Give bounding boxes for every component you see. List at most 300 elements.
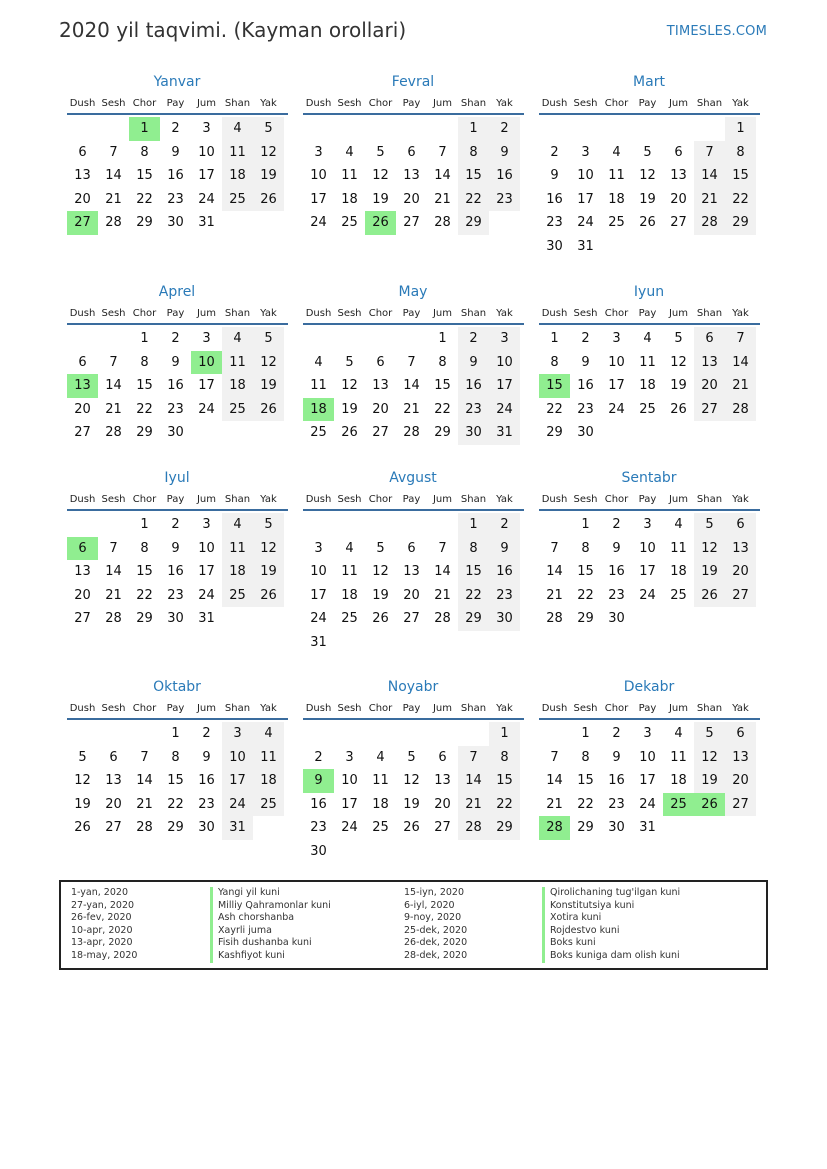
empty-cell — [365, 117, 396, 141]
day-cell: 26 — [253, 398, 284, 422]
day-cell: 2 — [458, 327, 489, 351]
empty-cell — [98, 117, 129, 141]
day-cell: 2 — [489, 513, 520, 537]
day-cell: 21 — [546, 587, 563, 603]
empty-cell — [539, 117, 570, 141]
day-cell: 8 — [458, 141, 489, 165]
day-cell: 24 — [489, 398, 520, 422]
weekday-label: Shan — [696, 703, 723, 714]
day-cell: 9 — [550, 168, 559, 184]
day-cell: 7 — [725, 327, 756, 351]
day-cell: 21 — [434, 191, 451, 207]
month-name: Sentabr — [621, 470, 677, 486]
day-cell: 30 — [489, 607, 520, 631]
legend-date: 27-yan, 2020 — [71, 899, 135, 911]
empty-cell — [396, 117, 427, 141]
empty-cell — [458, 722, 489, 746]
day-cell: 24 — [341, 820, 358, 836]
day-cell: 28 — [136, 820, 153, 836]
day-cell: 2 — [612, 726, 621, 741]
weekday-label: Pay — [402, 98, 421, 109]
day-cell: 1 — [140, 517, 149, 532]
day-cell: 4 — [253, 722, 284, 746]
weekday-label: Pay — [638, 308, 657, 319]
day-cell: 27 — [434, 820, 451, 836]
day-cell: 30 — [608, 820, 625, 836]
weekday-label: Pay — [166, 98, 185, 109]
day-cell: 9 — [612, 540, 621, 556]
day-cell: 7 — [140, 749, 149, 765]
day-cell: 31 — [577, 238, 594, 254]
day-cell: 22 — [546, 401, 563, 417]
day-cell: 9 — [171, 144, 180, 160]
day-cell: 1 — [458, 513, 489, 537]
site-link[interactable]: TIMESLES.COM — [666, 24, 767, 39]
day-cell: 28 — [694, 211, 725, 235]
day-cell: 25 — [372, 820, 389, 836]
weekday-header — [303, 97, 524, 115]
legend-date: 26-dek, 2020 — [404, 937, 468, 949]
weekday-label: Yak — [260, 494, 277, 505]
day-cell: 5 — [78, 749, 87, 765]
day-cell: 12 — [253, 141, 284, 165]
weekday-label: Yak — [496, 494, 513, 505]
day-cell: 1 — [581, 517, 590, 532]
weekday-label: Pay — [166, 308, 185, 319]
weekday-label: Dush — [541, 703, 568, 714]
holiday-day-cell: 10 — [191, 351, 222, 375]
day-cell: 7 — [109, 540, 118, 556]
day-cell: 12 — [670, 354, 687, 370]
day-cell: 16 — [310, 796, 327, 812]
day-cell: 8 — [438, 354, 447, 370]
day-cell: 14 — [403, 378, 420, 394]
day-cell: 8 — [140, 540, 149, 556]
day-cell: 2 — [581, 331, 590, 346]
weekday-label: Shan — [460, 494, 487, 505]
weekday-header — [67, 307, 288, 325]
day-cell: 13 — [694, 351, 725, 375]
weekday-label: Yak — [732, 494, 749, 505]
day-cell: 30 — [167, 215, 184, 231]
day-cell: 7 — [407, 354, 416, 370]
weekday-label: Chor — [132, 703, 157, 714]
empty-cell — [663, 117, 694, 141]
day-cell: 7 — [550, 540, 559, 556]
day-cell: 23 — [489, 584, 520, 608]
days-grid — [539, 513, 760, 631]
day-cell: 3 — [314, 540, 323, 556]
day-cell: 1 — [438, 331, 447, 346]
month-block — [302, 679, 524, 864]
day-cell: 23 — [489, 188, 520, 212]
weekday-label: Yak — [496, 98, 513, 109]
day-cell: 20 — [74, 587, 91, 603]
day-cell: 24 — [608, 401, 625, 417]
day-cell: 4 — [612, 144, 621, 160]
day-cell: 17 — [577, 191, 594, 207]
month-block — [302, 284, 524, 445]
legend-holiday-name: Kashfiyot kuni — [210, 950, 331, 963]
day-cell: 14 — [546, 564, 563, 580]
day-cell: 24 — [198, 401, 215, 417]
empty-cell — [365, 513, 396, 537]
day-cell: 27 — [725, 793, 756, 817]
day-cell: 5 — [694, 513, 725, 537]
day-cell: 30 — [577, 425, 594, 441]
empty-cell — [365, 327, 396, 351]
empty-cell — [396, 327, 427, 351]
day-cell: 25 — [670, 587, 687, 603]
day-cell: 22 — [577, 796, 594, 812]
day-cell: 22 — [577, 587, 594, 603]
day-cell: 26 — [403, 820, 420, 836]
day-cell: 15 — [136, 168, 153, 184]
day-cell: 19 — [253, 374, 284, 398]
day-cell: 23 — [458, 398, 489, 422]
day-cell: 31 — [198, 215, 215, 231]
day-cell: 19 — [639, 191, 656, 207]
day-cell: 8 — [581, 540, 590, 556]
day-cell: 14 — [725, 351, 756, 375]
day-cell: 5 — [376, 144, 385, 160]
legend-holiday-name: Yangi yil kuni — [210, 887, 331, 900]
weekday-label: Yak — [260, 308, 277, 319]
day-cell: 23 — [167, 401, 184, 417]
days-grid — [67, 117, 288, 235]
day-cell: 19 — [341, 401, 358, 417]
day-cell: 2 — [550, 144, 559, 160]
day-cell: 12 — [694, 746, 725, 770]
weekday-label: Pay — [638, 494, 657, 505]
month-name: Noyabr — [387, 679, 439, 695]
legend-holiday-name: Ash chorshanba — [210, 912, 331, 925]
weekday-label: Chor — [132, 98, 157, 109]
day-cell: 3 — [643, 517, 652, 532]
day-cell: 29 — [458, 211, 489, 235]
day-cell: 2 — [314, 749, 323, 765]
day-cell: 30 — [546, 238, 563, 254]
day-cell: 16 — [167, 378, 184, 394]
legend-dates-right — [404, 887, 467, 963]
holiday-day-cell: 13 — [67, 374, 98, 398]
legend-dates-left — [71, 887, 137, 963]
month-name: Oktabr — [153, 679, 201, 695]
day-cell: 29 — [577, 611, 594, 627]
day-cell: 21 — [403, 401, 420, 417]
day-cell: 30 — [608, 611, 625, 627]
days-grid — [303, 513, 524, 655]
month-block — [302, 470, 524, 655]
day-cell: 17 — [639, 773, 656, 789]
day-cell: 31 — [639, 820, 656, 836]
day-cell: 20 — [725, 560, 756, 584]
day-cell: 24 — [198, 587, 215, 603]
day-cell: 11 — [670, 749, 687, 765]
day-cell: 22 — [725, 188, 756, 212]
day-cell: 4 — [674, 517, 683, 532]
day-cell: 10 — [222, 746, 253, 770]
legend-holiday-name: Konstitutsiya kuni — [542, 900, 680, 913]
day-cell: 27 — [74, 425, 91, 441]
weekday-label: Chor — [604, 98, 629, 109]
day-cell: 27 — [372, 425, 389, 441]
legend-date: 28-dek, 2020 — [404, 949, 468, 961]
empty-cell — [67, 513, 98, 537]
day-cell: 8 — [725, 141, 756, 165]
weekday-label: Sesh — [337, 98, 362, 109]
holiday-day-cell: 28 — [539, 816, 570, 840]
day-cell: 10 — [341, 773, 358, 789]
day-cell: 4 — [222, 513, 253, 537]
day-cell: 3 — [489, 327, 520, 351]
day-cell: 26 — [372, 611, 389, 627]
day-cell: 5 — [253, 513, 284, 537]
weekday-label: Shan — [224, 308, 251, 319]
weekday-label: Sesh — [101, 494, 126, 505]
day-cell: 30 — [167, 611, 184, 627]
day-cell: 12 — [253, 351, 284, 375]
days-grid — [67, 327, 288, 445]
day-cell: 11 — [222, 537, 253, 561]
day-cell: 6 — [725, 722, 756, 746]
day-cell: 18 — [341, 587, 358, 603]
day-cell: 22 — [136, 401, 153, 417]
day-cell: 19 — [694, 560, 725, 584]
day-cell: 1 — [550, 331, 559, 346]
weekday-header — [67, 493, 288, 511]
days-grid — [67, 722, 288, 840]
legend-holiday-name: Qirolichaning tug'ilgan kuni — [542, 887, 680, 900]
day-cell: 15 — [434, 378, 451, 394]
days-grid — [303, 117, 524, 235]
empty-cell — [427, 513, 458, 537]
month-name: Yanvar — [153, 74, 201, 90]
day-cell: 22 — [458, 584, 489, 608]
weekday-header — [67, 702, 288, 720]
day-cell: 2 — [612, 517, 621, 532]
month-block — [538, 284, 760, 445]
day-cell: 15 — [136, 564, 153, 580]
days-grid — [539, 722, 760, 840]
day-cell: 16 — [489, 560, 520, 584]
empty-cell — [303, 117, 334, 141]
day-cell: 23 — [608, 587, 625, 603]
day-cell: 20 — [670, 191, 687, 207]
day-cell: 23 — [198, 796, 215, 812]
weekday-label: Jum — [432, 494, 453, 505]
weekday-label: Sesh — [337, 703, 362, 714]
day-cell: 25 — [341, 215, 358, 231]
day-cell: 13 — [105, 773, 122, 789]
day-cell: 10 — [310, 168, 327, 184]
weekday-label: Pay — [638, 703, 657, 714]
day-cell: 28 — [105, 215, 122, 231]
legend-names-left — [210, 887, 331, 963]
day-cell: 28 — [458, 816, 489, 840]
weekday-header — [303, 307, 524, 325]
day-cell: 23 — [546, 215, 563, 231]
empty-cell — [303, 722, 334, 746]
weekday-header — [539, 493, 760, 511]
day-cell: 29 — [489, 816, 520, 840]
empty-cell — [334, 117, 365, 141]
day-cell: 17 — [222, 769, 253, 793]
day-cell: 26 — [253, 584, 284, 608]
day-cell: 18 — [222, 560, 253, 584]
days-grid — [67, 513, 288, 631]
day-cell: 8 — [140, 354, 149, 370]
day-cell: 7 — [109, 144, 118, 160]
weekday-label: Shan — [224, 494, 251, 505]
holiday-day-cell: 25 — [663, 793, 694, 817]
month-block — [66, 74, 288, 235]
weekday-label: Dush — [69, 494, 96, 505]
weekday-label: Chor — [368, 98, 393, 109]
weekday-label: Chor — [368, 703, 393, 714]
day-cell: 7 — [438, 144, 447, 160]
day-cell: 20 — [725, 769, 756, 793]
day-cell: 29 — [167, 820, 184, 836]
holiday-day-cell: 6 — [67, 537, 98, 561]
weekday-label: Chor — [368, 494, 393, 505]
day-cell: 26 — [670, 401, 687, 417]
day-cell: 6 — [407, 144, 416, 160]
day-cell: 11 — [310, 378, 327, 394]
day-cell: 28 — [434, 611, 451, 627]
empty-cell — [694, 117, 725, 141]
day-cell: 7 — [109, 354, 118, 370]
legend-names-right — [542, 887, 680, 963]
day-cell: 7 — [694, 141, 725, 165]
day-cell: 3 — [222, 722, 253, 746]
day-cell: 3 — [643, 726, 652, 741]
day-cell: 29 — [577, 820, 594, 836]
day-cell: 13 — [725, 746, 756, 770]
legend-holiday-name: Boks kuni — [542, 937, 680, 950]
day-cell: 20 — [403, 191, 420, 207]
day-cell: 21 — [434, 587, 451, 603]
weekday-header — [303, 702, 524, 720]
day-cell: 31 — [198, 611, 215, 627]
day-cell: 6 — [438, 749, 447, 765]
day-cell: 29 — [546, 425, 563, 441]
day-cell: 30 — [310, 843, 327, 859]
day-cell: 6 — [694, 327, 725, 351]
weekday-label: Yak — [260, 98, 277, 109]
day-cell: 6 — [109, 749, 118, 765]
day-cell: 27 — [105, 820, 122, 836]
day-cell: 9 — [171, 354, 180, 370]
days-grid — [303, 327, 524, 445]
day-cell: 25 — [222, 398, 253, 422]
day-cell: 18 — [670, 773, 687, 789]
empty-cell — [396, 513, 427, 537]
day-cell: 17 — [489, 374, 520, 398]
month-block — [66, 284, 288, 445]
day-cell: 2 — [202, 726, 211, 741]
day-cell: 17 — [198, 378, 215, 394]
weekday-header — [539, 307, 760, 325]
day-cell: 11 — [222, 351, 253, 375]
day-cell: 12 — [372, 564, 389, 580]
weekday-label: Chor — [604, 308, 629, 319]
day-cell: 10 — [577, 168, 594, 184]
legend-date: 13-apr, 2020 — [71, 937, 133, 949]
weekday-label: Jum — [432, 703, 453, 714]
weekday-label: Jum — [432, 308, 453, 319]
weekday-label: Sesh — [573, 494, 598, 505]
empty-cell — [98, 722, 129, 746]
day-cell: 16 — [198, 773, 215, 789]
day-cell: 31 — [489, 421, 520, 445]
weekday-label: Sesh — [573, 98, 598, 109]
day-cell: 8 — [171, 749, 180, 765]
empty-cell — [303, 513, 334, 537]
empty-cell — [539, 513, 570, 537]
legend-date: 10-apr, 2020 — [71, 924, 133, 936]
day-cell: 14 — [105, 378, 122, 394]
weekday-label: Sesh — [101, 308, 126, 319]
day-cell: 10 — [489, 351, 520, 375]
day-cell: 2 — [171, 517, 180, 532]
day-cell: 19 — [670, 378, 687, 394]
day-cell: 13 — [725, 537, 756, 561]
day-cell: 22 — [136, 191, 153, 207]
day-cell: 10 — [639, 749, 656, 765]
legend-holiday-name: Boks kuniga dam olish kuni — [542, 950, 680, 963]
holiday-day-cell: 18 — [303, 398, 334, 422]
day-cell: 15 — [725, 164, 756, 188]
day-cell: 14 — [105, 564, 122, 580]
day-cell: 20 — [372, 401, 389, 417]
empty-cell — [334, 513, 365, 537]
day-cell: 11 — [608, 168, 625, 184]
day-cell: 13 — [434, 773, 451, 789]
weekday-label: Dush — [69, 98, 96, 109]
day-cell: 1 — [140, 331, 149, 346]
weekday-label: Chor — [132, 494, 157, 505]
day-cell: 24 — [639, 796, 656, 812]
day-cell: 16 — [167, 564, 184, 580]
empty-cell — [334, 327, 365, 351]
day-cell: 20 — [434, 796, 451, 812]
day-cell: 14 — [458, 769, 489, 793]
day-cell: 24 — [577, 215, 594, 231]
day-cell: 17 — [198, 564, 215, 580]
day-cell: 4 — [376, 749, 385, 765]
weekday-label: Jum — [668, 494, 689, 505]
month-block — [538, 74, 760, 259]
weekday-label: Jum — [196, 308, 217, 319]
legend-holiday-name: Milliy Qahramonlar kuni — [210, 900, 331, 913]
day-cell: 5 — [694, 722, 725, 746]
weekday-label: Sesh — [573, 308, 598, 319]
weekday-label: Jum — [668, 703, 689, 714]
day-cell: 3 — [345, 749, 354, 765]
day-cell: 11 — [341, 564, 358, 580]
legend-date: 15-iyn, 2020 — [404, 887, 465, 898]
legend-holiday-name: Xotira kuni — [542, 912, 680, 925]
day-cell: 18 — [670, 564, 687, 580]
empty-cell — [427, 722, 458, 746]
day-cell: 25 — [253, 793, 284, 817]
day-cell: 19 — [403, 796, 420, 812]
day-cell: 19 — [74, 796, 91, 812]
page-title: 2020 yil taqvimi. (Kayman orollari) — [59, 18, 407, 42]
day-cell: 5 — [253, 327, 284, 351]
weekday-label: Sesh — [101, 98, 126, 109]
